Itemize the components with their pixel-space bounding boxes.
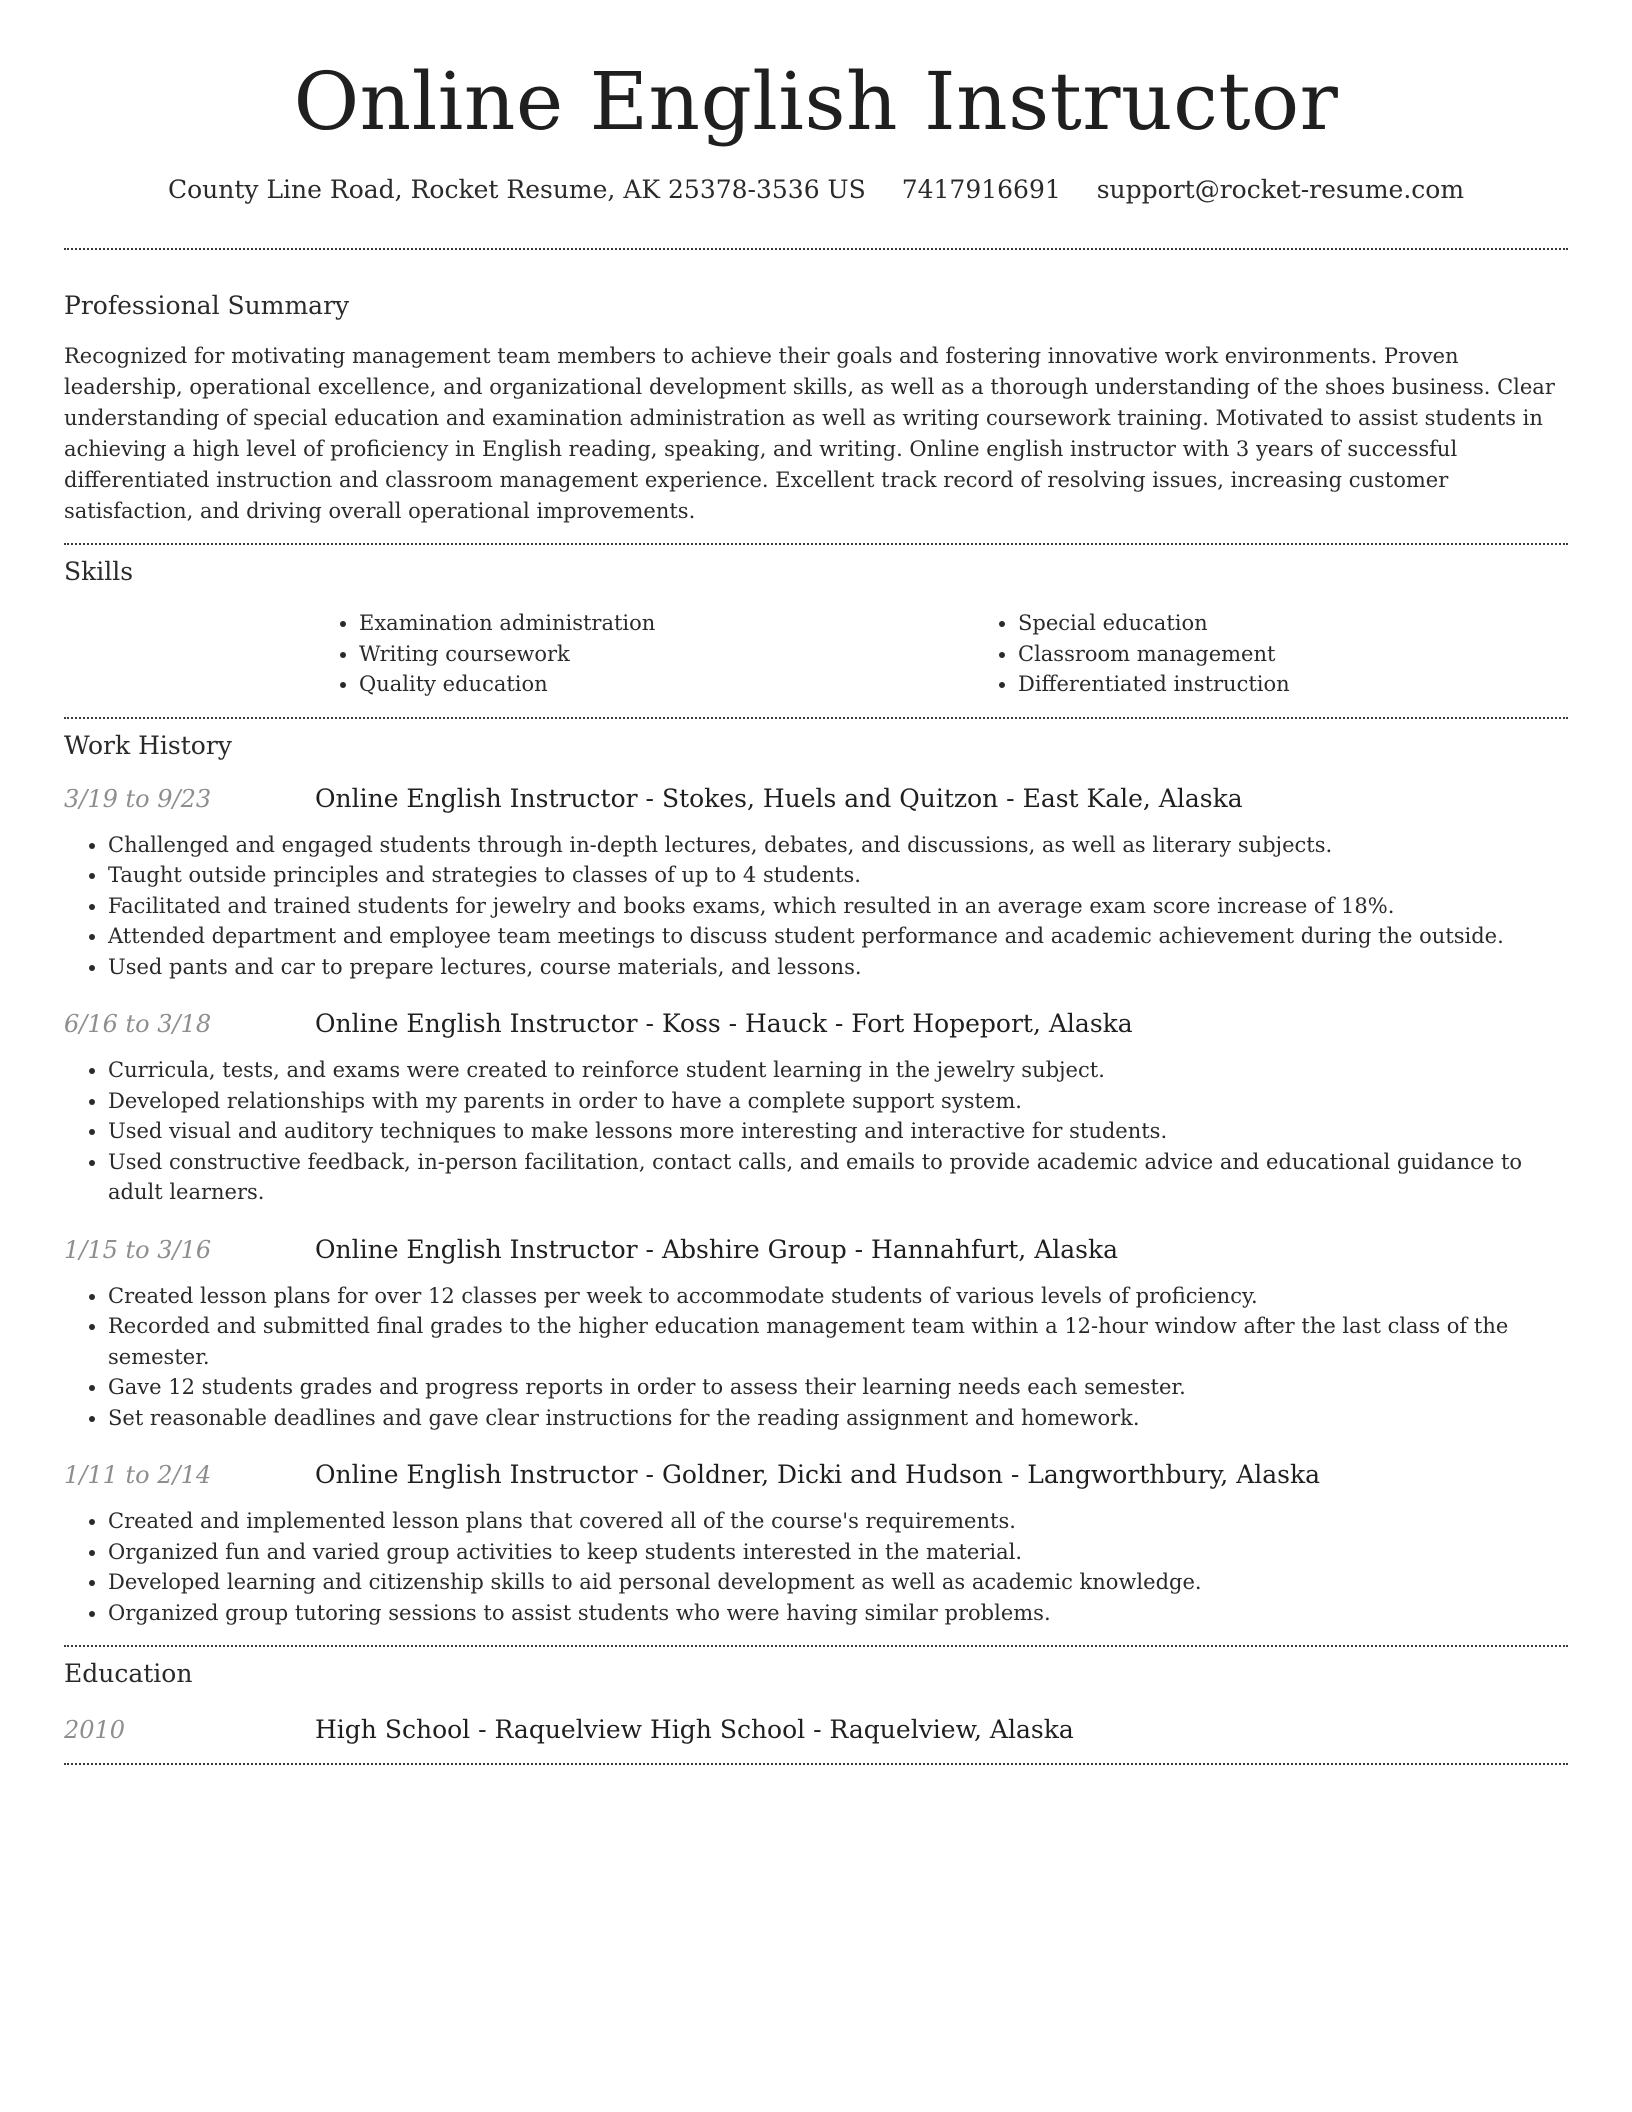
job-duties bbox=[64, 1506, 1568, 1628]
summary-heading: Professional Summary bbox=[64, 291, 350, 320]
education-heading-line: High School - Raquelview High School - Raquelview, Alaska bbox=[315, 1715, 1074, 1744]
job-heading: Online English Instructor - Goldner, Dicki and Hudson - Langworthbury, Alaska bbox=[315, 1460, 1321, 1489]
divider bbox=[64, 248, 1568, 250]
job-duty: • Developed learning and citizenship skills to aid personal development as well as academic knowledge. bbox=[108, 1567, 1568, 1598]
job-duty: • Used constructive feedback, in-person facilitation, contact calls, and emails to provide academic advice and educational guidance to adult learners. bbox=[108, 1147, 1568, 1208]
skill-item: • Special education bbox=[1018, 608, 1632, 639]
education-heading: Education bbox=[64, 1659, 193, 1688]
divider bbox=[64, 1645, 1568, 1647]
skills-section bbox=[64, 556, 1568, 700]
divider bbox=[64, 543, 1568, 545]
skills-list bbox=[315, 608, 1568, 700]
job-duty: • Gave 12 students grades and progress reports in order to assess their learning needs each semester. bbox=[108, 1372, 1568, 1403]
skill-item: • Classroom management bbox=[1018, 639, 1632, 670]
education-entry bbox=[64, 1714, 1568, 1746]
job-duty: • Created lesson plans for over 12 classes per week to accommodate students of various levels of proficiency. bbox=[108, 1281, 1568, 1312]
job-date: 1/11 to 2/14 bbox=[64, 1461, 212, 1489]
email: support@rocket-resume.com bbox=[1096, 175, 1465, 204]
job-duty: • Organized group tutoring sessions to assist students who were having similar problems. bbox=[108, 1598, 1568, 1629]
job-duty: • Curricula, tests, and exams were created to reinforce student learning in the jewelry subject. bbox=[108, 1055, 1568, 1086]
job-entry bbox=[64, 1234, 1568, 1434]
address: County Line Road, Rocket Resume, AK 25378-3536 US bbox=[167, 175, 866, 204]
divider bbox=[64, 717, 1568, 719]
education-date: 2010 bbox=[64, 1716, 126, 1744]
education-section bbox=[64, 1658, 1568, 1746]
job-duty: • Developed relationships with my parents in order to have a complete support system. bbox=[108, 1086, 1568, 1117]
divider bbox=[64, 1763, 1568, 1765]
skills-column-left bbox=[315, 608, 974, 700]
job-duty: • Challenged and engaged students through in-depth lectures, debates, and discussions, as well as literary subjects. bbox=[108, 830, 1568, 861]
job-date: 6/16 to 3/18 bbox=[64, 1010, 212, 1038]
job-entry bbox=[64, 1459, 1568, 1628]
summary-section bbox=[64, 290, 1568, 527]
job-duty: • Taught outside principles and strategies to classes of up to 4 students. bbox=[108, 860, 1568, 891]
job-duty: • Used pants and car to prepare lectures, course materials, and lessons. bbox=[108, 952, 1568, 983]
job-entry bbox=[64, 1008, 1568, 1208]
job-duty: • Set reasonable deadlines and gave clear instructions for the reading assignment and homework. bbox=[108, 1403, 1568, 1434]
job-duties bbox=[64, 1281, 1568, 1434]
summary-text: Recognized for motivating management team members to achieve their goals and fostering innovative work environments. Proven leadership, operational excellence, and organizational development skills, as well as a thorough understanding of the shoes business. Clear understanding of special education and examination administration as well as writing coursework training. Motivated to assist students in achieving a high level of proficiency in English reading, speaking, and writing. Online english instructor with 3 years of successful differentiated instruction and classroom management experience. Excellent track record of resolving issues, increasing customer satisfaction, and driving overall operational improvements. bbox=[64, 344, 1555, 523]
job-entry bbox=[64, 783, 1568, 983]
job-duties bbox=[64, 1055, 1568, 1208]
phone: 7417916691 bbox=[901, 175, 1061, 204]
skill-item: • Differentiated instruction bbox=[1018, 669, 1632, 700]
job-date: 1/15 to 3/16 bbox=[64, 1235, 212, 1264]
work-history-heading: Work History bbox=[64, 730, 232, 760]
skill-item: • Quality education bbox=[359, 669, 974, 700]
job-duty: • Recorded and submitted final grades to the higher education management team within a 12-hour window after the last class of the semester. bbox=[108, 1311, 1568, 1372]
job-heading: Online English Instructor - Abshire Group - Hannahfurt, Alaska bbox=[315, 1234, 1119, 1264]
candidate-name: Online English Instructor bbox=[293, 55, 1339, 148]
job-duty: • Organized fun and varied group activities to keep students interested in the material. bbox=[108, 1537, 1568, 1568]
contact-line bbox=[64, 174, 1568, 206]
job-heading: Online English Instructor - Stokes, Huels and Quitzon - East Kale, Alaska bbox=[315, 783, 1243, 813]
job-duty: • Facilitated and trained students for jewelry and books exams, which resulted in an average exam score increase of 18%. bbox=[108, 891, 1568, 922]
skills-column-right bbox=[974, 608, 1632, 700]
skill-item: • Writing coursework bbox=[359, 639, 974, 670]
job-duty: • Created and implemented lesson plans that covered all of the course's requirements. bbox=[108, 1506, 1568, 1537]
work-history-section bbox=[64, 730, 1568, 1629]
job-duty: • Attended department and employee team meetings to discuss student performance and academic achievement during the outside. bbox=[108, 921, 1568, 952]
skills-heading: Skills bbox=[64, 557, 134, 586]
job-heading: Online English Instructor - Koss - Hauck - Fort Hopeport, Alaska bbox=[315, 1009, 1133, 1038]
job-date: 3/19 to 9/23 bbox=[64, 784, 212, 813]
job-duty: • Used visual and auditory techniques to make lessons more interesting and interactive for students. bbox=[108, 1116, 1568, 1147]
job-duties bbox=[64, 830, 1568, 983]
skill-item: • Examination administration bbox=[359, 608, 974, 639]
